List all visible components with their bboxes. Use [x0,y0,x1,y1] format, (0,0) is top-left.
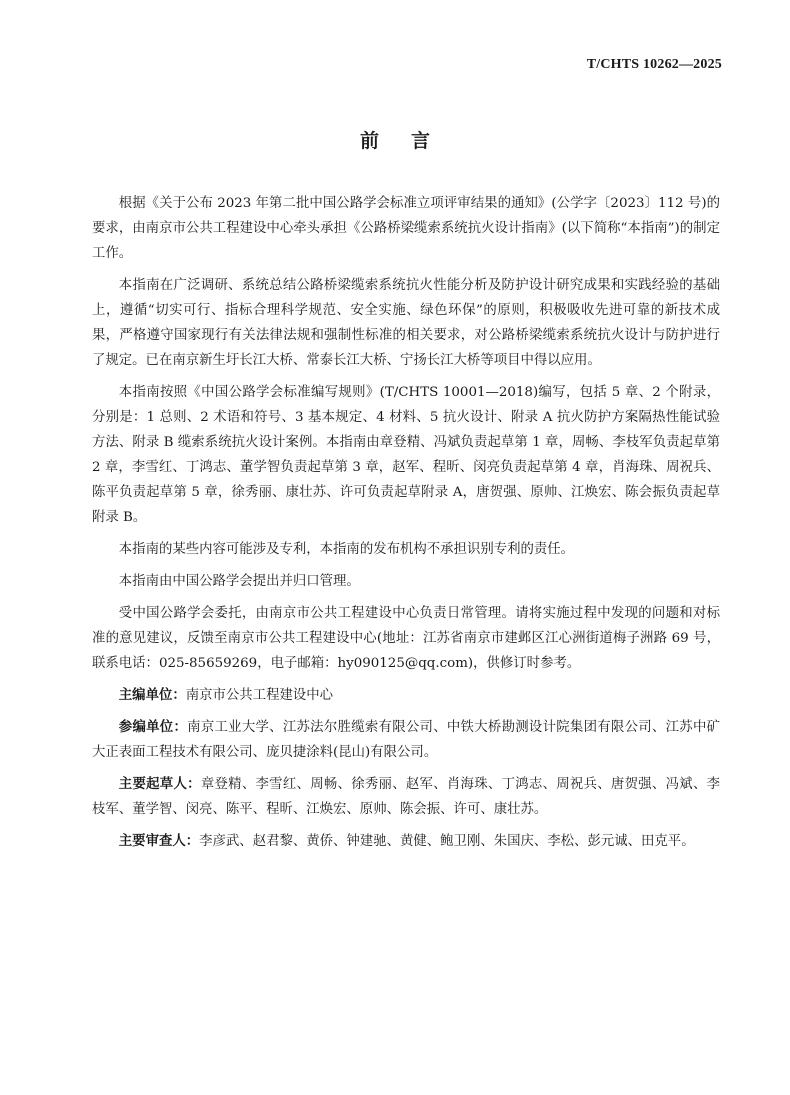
paragraph-4: 本指南的某些内容可能涉及专利，本指南的发布机构不承担识别专利的责任。 [118,542,575,557]
participating-units-label: 参编单位： [118,720,188,735]
paragraph-5: 本指南由中国公路学会提出并归口管理。 [118,574,360,589]
participating-units-line [92,715,720,765]
reviewers-label: 主要审查人： [118,834,200,849]
drafters-value: 章登精、李雪红、周畅、徐秀丽、赵军、肖海珠、丁鸿志、周祝兵、唐贺强、冯斌、李枝军、董学智、闵亮、陈平、程昕、江焕宏、原帅、陈会振、许可、康壮苏。 [92,777,721,817]
paragraph-2: 本指南在广泛调研、系统总结公路桥梁缆索系统抗火性能分析及防护设计研究成果和实践经验的基础上，遵循“切实可行、指标合理科学规范、安全实施、绿色环保”的原则，积极吸收先进可靠的新技术成果，严格遵守国家现行有关法律法规和强制性标准的相关要求，对公路桥梁缆索系统抗火设计与防护进行了规定。已在南京新生圩长江大桥、常泰长江大桥、宁扬长江大桥等项目中得以应用。 [92,278,720,368]
reviewers-value: 李彦武、赵君黎、黄侨、钟建驰、黄健、鲍卫刚、朱国庆、李松、彭元诚、田克平。 [199,834,695,849]
standard-code: T/CHTS 10262—2025 [586,57,722,72]
chief-unit-value: 南京市公共工程建设中心 [185,688,334,703]
page-title: 前言 [359,130,462,152]
chief-unit-line [92,683,720,708]
chief-unit-label: 主编单位： [118,688,186,703]
paragraph-1: 根据《关于公布 2023 年第二批中国公路学会标准立项评审结果的通知》(公学字〔2023〕112 号)的要求，由南京市公共工程建设中心牵头承担《公路桥梁缆索系统抗火设计指南》(以下简称“本指南”)的制定工作。 [92,196,720,261]
paragraph-3: 本指南按照《中国公路学会标准编写规则》(T/CHTS 10001—2018)编写，包括 5 章、2 个附录，分别是：1 总则、2 术语和符号、3 基本规定、4 材料、5 抗火设计、附录 A 抗火防护方案隔热性能试验方法、附录 B 缆索系统抗火设计案例。本指南由章登精、冯斌负责起草第 1 章，周畅、李枝军负责起草第 2 章，李雪红、丁鸿志、董学智负责起草第 3 章，赵军、程昕、闵亮负责起草第 4 章，肖海珠、周祝兵、陈平负责起草第 5 章，徐秀丽、康壮苏、许可负责起草附录 A，唐贺强、原帅、江焕宏、陈会振负责起草附录 B。 [92,385,720,525]
drafters-line [92,772,720,822]
paragraph-6: 受中国公路学会委托，由南京市公共工程建设中心负责日常管理。请将实施过程中发现的问题和对标准的意见建议，反馈至南京市公共工程建设中心(地址：江苏省南京市建邺区江心洲街道梅子洲路 69 号，联系电话：025-85659269，电子邮箱：hy090125@qq.com)，供修订时参考。 [92,606,720,671]
participating-units-value: 南京工业大学、江苏法尔胜缆索有限公司、中铁大桥勘测设计院集团有限公司、江苏中矿大正表面工程技术有限公司、庞贝捷涂料(昆山)有限公司。 [92,720,721,760]
reviewers-line [92,829,720,854]
preface-body [92,191,720,861]
drafters-label: 主要起草人： [118,777,201,792]
